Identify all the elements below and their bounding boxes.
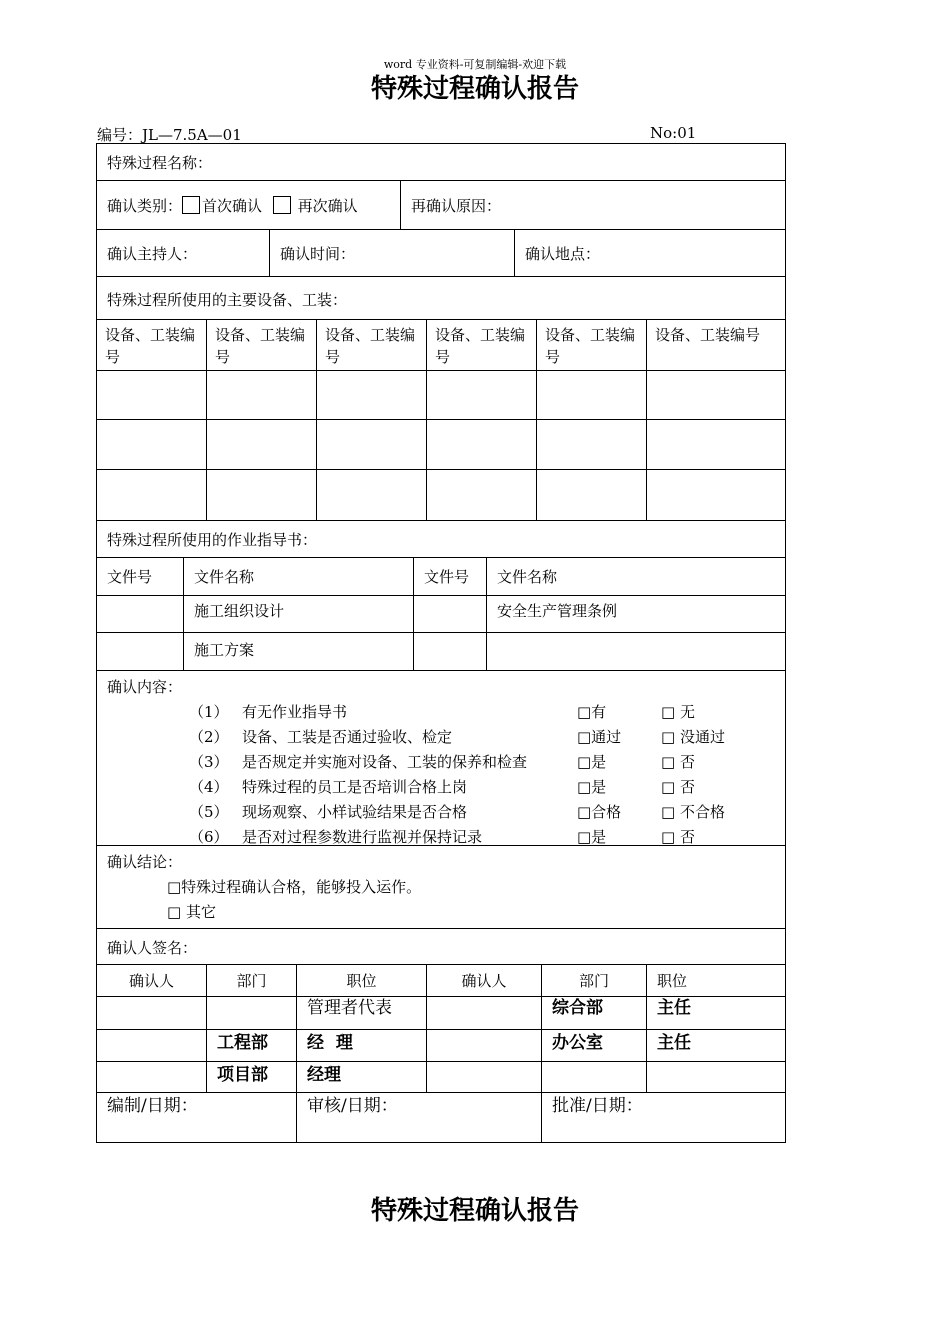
equipment-header-cell: 设备、工装编号	[207, 320, 317, 370]
content-item-text: 是否规定并实施对设备、工装的保养和检查	[242, 753, 528, 771]
doc-number: 编号：JL—7.5A—01	[97, 126, 242, 144]
instructions-header-cell: 文件号	[97, 558, 184, 595]
second-confirm-label: 再次确认	[297, 197, 358, 215]
content-item-text: 特殊过程的员工是否培训合格上岗	[242, 778, 468, 796]
signature-label: 确认人签名：	[107, 939, 198, 957]
signature-header-cell: 职位	[297, 965, 427, 996]
signature-row	[97, 1062, 785, 1093]
instructions-header-cell: 文件号	[414, 558, 487, 595]
content-item-text: 设备、工装是否通过验收、检定	[242, 728, 453, 746]
content-item-option-no[interactable]: □ 无	[661, 703, 695, 721]
signature-department: 综合部	[542, 997, 647, 1029]
signature-header-cell: 部门	[207, 965, 297, 996]
instructions-section-label: 特殊过程所使用的作业指导书：	[107, 531, 318, 549]
instructions-row	[97, 596, 785, 633]
instructions-header-cell: 文件名称	[497, 568, 558, 586]
content-item-option-yes[interactable]: □是	[577, 828, 607, 846]
equipment-header-cell: 设备、工装编号	[317, 320, 427, 370]
prepared-date-label: 编制/日期：	[97, 1093, 297, 1142]
instructions-cell: 安全生产管理条例	[497, 602, 618, 620]
instructions-cell: 施工组织设计	[184, 596, 414, 632]
conclusion-pass-option[interactable]: □特殊过程确认合格，能够投入运作。	[167, 878, 422, 896]
confirm-content-label: 确认内容：	[107, 678, 183, 696]
content-item-number: （3）	[189, 753, 229, 771]
signature-cell[interactable]	[97, 997, 207, 1029]
second-confirm-checkbox[interactable]	[273, 196, 291, 214]
signature-header-row	[97, 965, 785, 997]
signature-row	[97, 997, 785, 1030]
content-item-option-yes[interactable]: □有	[577, 703, 607, 721]
instructions-cell	[487, 633, 785, 670]
content-item-option-no[interactable]: □ 否	[661, 753, 695, 771]
page-title-repeat: 特殊过程确认报告	[370, 1196, 579, 1226]
equipment-cell[interactable]	[537, 470, 647, 520]
signature-header-cell: 部门	[542, 965, 647, 996]
equipment-cell[interactable]	[537, 420, 647, 469]
equipment-cell[interactable]	[317, 420, 427, 469]
signature-department: 办公室	[542, 1030, 647, 1061]
confirm-content-section	[97, 671, 785, 846]
content-item-option-yes[interactable]: □合格	[577, 803, 622, 821]
content-item-number: （5）	[189, 803, 229, 821]
equipment-header-cell: 设备、工装编号	[427, 320, 537, 370]
conclusion-section	[97, 846, 785, 929]
signature-position: 主任	[657, 1033, 691, 1053]
instructions-row	[97, 633, 785, 671]
conclusion-label: 确认结论：	[107, 853, 183, 871]
equipment-cell[interactable]	[647, 470, 785, 520]
header-note: word 专业资料-可复制编辑-欢迎下载	[383, 58, 567, 71]
equipment-cell[interactable]	[427, 420, 537, 469]
equipment-cell[interactable]	[97, 470, 207, 520]
equipment-cell[interactable]	[427, 470, 537, 520]
instructions-section	[97, 521, 785, 558]
place-label: 确认地点：	[525, 245, 601, 263]
equipment-cell[interactable]	[537, 371, 647, 419]
equipment-row	[97, 420, 785, 470]
equipment-section-label: 特殊过程所使用的主要设备、工装：	[107, 291, 348, 309]
content-item-option-no[interactable]: □ 否	[661, 828, 695, 846]
equipment-row	[97, 371, 785, 420]
signature-header-cell: 确认人	[427, 965, 542, 996]
signature-cell[interactable]	[542, 1062, 647, 1092]
confirm-type-row	[97, 181, 785, 230]
equipment-section	[97, 277, 785, 320]
first-confirm-label: 首次确认	[202, 197, 263, 215]
serial-number: No:01	[650, 124, 697, 142]
equipment-cell[interactable]	[207, 470, 317, 520]
signature-section	[97, 929, 785, 965]
content-item-text: 现场观察、小样试验结果是否合格	[242, 803, 468, 821]
equipment-cell[interactable]	[647, 420, 785, 469]
equipment-header-row	[97, 320, 785, 371]
signature-department: 项目部	[207, 1062, 297, 1092]
content-item-option-no[interactable]: □ 不合格	[661, 803, 725, 821]
signature-position: 主任	[657, 998, 691, 1018]
time-label: 确认时间：	[280, 245, 356, 263]
reviewed-date-label: 审核/日期：	[297, 1093, 542, 1142]
approved-date-label: 批准/日期：	[552, 1096, 643, 1116]
content-item-option-no[interactable]: □ 否	[661, 778, 695, 796]
content-item-option-no[interactable]: □ 没通过	[661, 728, 725, 746]
content-item-option-yes[interactable]: □通过	[577, 728, 622, 746]
conclusion-other-option[interactable]: □ 其它	[167, 903, 216, 921]
content-item-number: （1）	[189, 703, 229, 721]
equipment-cell[interactable]	[427, 371, 537, 419]
signature-row	[97, 1030, 785, 1062]
signature-cell[interactable]	[427, 1030, 542, 1061]
signature-position: 管理者代表	[297, 997, 427, 1029]
equipment-cell[interactable]	[97, 420, 207, 469]
signature-department	[207, 997, 297, 1029]
equipment-cell[interactable]	[97, 371, 207, 419]
instructions-cell: 施工方案	[184, 633, 414, 670]
equipment-header-cell: 设备、工装编号	[655, 326, 761, 344]
instructions-cell	[414, 596, 487, 632]
signature-cell[interactable]	[647, 1062, 785, 1092]
content-item-number: （2）	[189, 728, 229, 746]
process-name-row	[97, 144, 785, 181]
content-item-text: 有无作业指导书	[242, 703, 348, 721]
equipment-header-cell: 设备、工装编号	[97, 320, 207, 370]
signature-position: 经 理	[297, 1030, 427, 1061]
approval-row	[97, 1093, 785, 1142]
content-item-number: （4）	[189, 778, 229, 796]
equipment-cell[interactable]	[647, 371, 785, 419]
content-item-option-yes[interactable]: □是	[577, 778, 607, 796]
instructions-cell	[97, 596, 184, 632]
instructions-cell	[414, 633, 487, 670]
instructions-header-row	[97, 558, 785, 596]
content-item-option-yes[interactable]: □是	[577, 753, 607, 771]
host-label: 确认主持人：	[107, 245, 198, 263]
equipment-cell[interactable]	[207, 371, 317, 419]
first-confirm-checkbox[interactable]	[182, 196, 200, 214]
equipment-cell[interactable]	[317, 470, 427, 520]
content-item-text: 是否对过程参数进行监视并保持记录	[242, 828, 483, 846]
equipment-row	[97, 470, 785, 521]
instructions-header-cell: 文件名称	[184, 558, 414, 595]
equipment-cell[interactable]	[207, 420, 317, 469]
content-item-number: （6）	[189, 828, 229, 846]
process-name-label: 特殊过程名称：	[107, 154, 213, 172]
signature-header-cell: 确认人	[97, 965, 207, 996]
signature-cell[interactable]	[97, 1062, 207, 1092]
signature-department: 工程部	[207, 1030, 297, 1061]
equipment-cell[interactable]	[317, 371, 427, 419]
instructions-cell	[97, 633, 184, 670]
host-time-place-row	[97, 230, 785, 277]
equipment-header-cell: 设备、工装编号	[537, 320, 647, 370]
signature-cell[interactable]	[427, 997, 542, 1029]
signature-header-cell: 职位	[657, 972, 688, 990]
signature-position: 经理	[297, 1062, 427, 1092]
reconfirm-reason-label: 再确认原因：	[411, 197, 502, 215]
confirm-type-label: 确认类别：	[107, 197, 183, 215]
page-title: 特殊过程确认报告	[370, 74, 579, 104]
signature-cell[interactable]	[427, 1062, 542, 1092]
signature-cell[interactable]	[97, 1030, 207, 1061]
report-form	[96, 143, 786, 1143]
